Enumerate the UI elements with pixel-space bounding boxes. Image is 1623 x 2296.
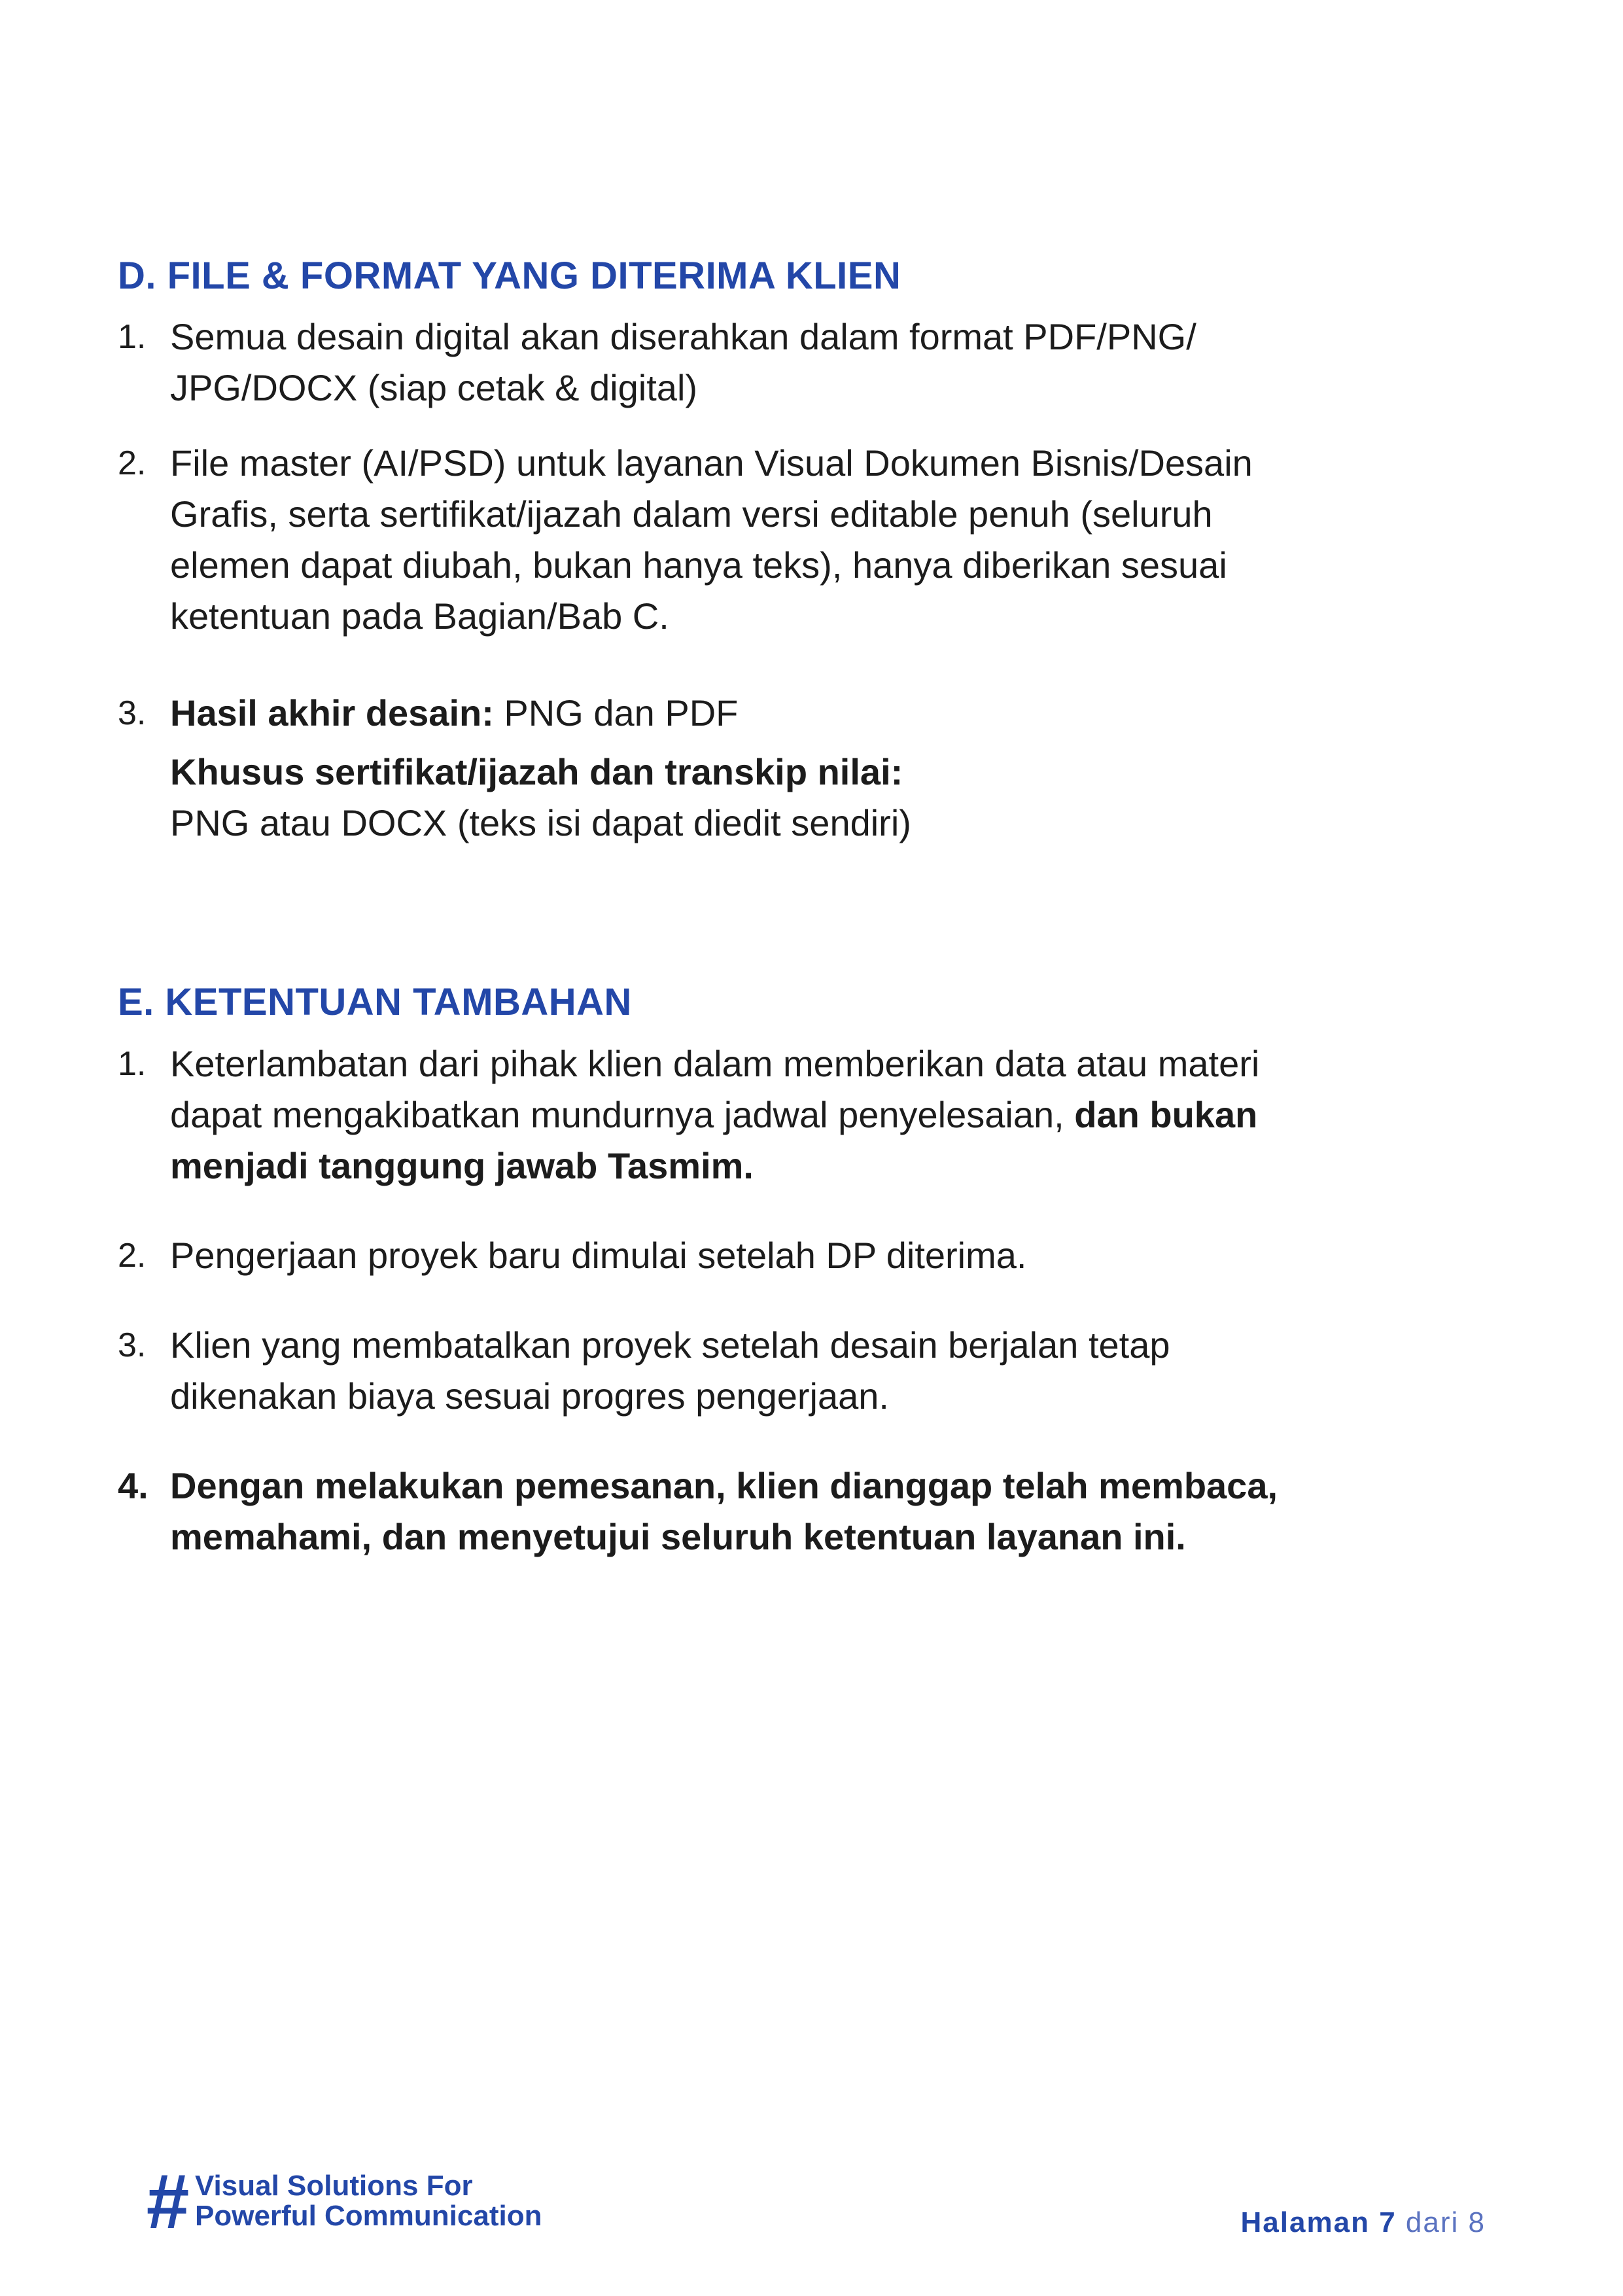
certificate-value: PNG atau DOCX (teks isi dapat diedit sendiri) (170, 802, 911, 843)
result-label: Hasil akhir desain: (170, 692, 494, 733)
list-item (118, 1320, 1505, 1422)
certificate-label: Khusus sertifikat/ijazah dan transkip nilai: (170, 751, 903, 792)
hashtag-logo-icon: # (145, 2159, 188, 2245)
list-number: 3. (118, 1326, 147, 1364)
list-text: Keterlambatan dari pihak klien dalam memberikan data atau materi (170, 1043, 1260, 1084)
list-text: elemen dapat diubah, bukan hanya teks), hanya diberikan sesuai (170, 544, 1227, 586)
page-label: Halaman (1240, 2206, 1370, 2238)
list-text: dapat mengakibatkan mundurnya jadwal penyelesaian, (170, 1094, 1075, 1135)
list-text: Semua desain digital akan diserahkan dalam format PDF/PNG/ (170, 316, 1196, 357)
section-e-title: E. KETENTUAN TAMBAHAN (118, 981, 632, 1023)
list-item (118, 1230, 1505, 1281)
list-text: Dengan melakukan pemesanan, klien dianggap telah membaca, (170, 1465, 1278, 1506)
page-total: 8 (1468, 2206, 1486, 2238)
list-item (118, 688, 1505, 849)
brand-tagline-line2: Powerful Communication (195, 2200, 542, 2232)
list-text: Pengerjaan proyek baru dimulai setelah DP diterima. (170, 1235, 1027, 1276)
list-item (118, 1460, 1505, 1563)
list-text: File master (AI/PSD) untuk layanan Visual Dokumen Bisnis/Desain (170, 442, 1253, 484)
list-number: 2. (118, 444, 147, 482)
list-item (118, 1038, 1505, 1192)
list-number: 3. (118, 694, 147, 732)
list-number: 2. (118, 1237, 147, 1275)
page-current: 7 (1379, 2206, 1397, 2238)
list-number: 4. (118, 1465, 148, 1506)
list-number: 1. (118, 318, 147, 356)
page-indicator (1241, 2206, 1486, 2239)
list-text: Klien yang membatalkan proyek setelah desain berjalan tetap (170, 1324, 1170, 1366)
list-text: ketentuan pada Bagian/Bab C. (170, 595, 669, 637)
list-text: memahami, dan menyetujui seluruh ketentuan layanan ini. (170, 1516, 1186, 1557)
list-number: 1. (118, 1045, 147, 1083)
list-text: JPG/DOCX (siap cetak & digital) (170, 367, 698, 408)
footer-brand (145, 2159, 542, 2245)
list-text-emphasis: menjadi tanggung jawab Tasmim. (170, 1145, 754, 1186)
list-text: Grafis, serta sertifikat/ijazah dalam versi editable penuh (seluruh (170, 493, 1213, 535)
list-item (118, 438, 1505, 642)
section-d-title: D. FILE & FORMAT YANG DITERIMA KLIEN (118, 255, 901, 297)
result-value: PNG dan PDF (493, 692, 739, 733)
page-of: dari (1405, 2206, 1459, 2238)
list-text: dikenakan biaya sesuai progres pengerjaan. (170, 1375, 889, 1417)
list-item (118, 311, 1505, 414)
brand-tagline-line1: Visual Solutions For (195, 2170, 473, 2202)
list-text-emphasis: dan bukan (1074, 1094, 1258, 1135)
